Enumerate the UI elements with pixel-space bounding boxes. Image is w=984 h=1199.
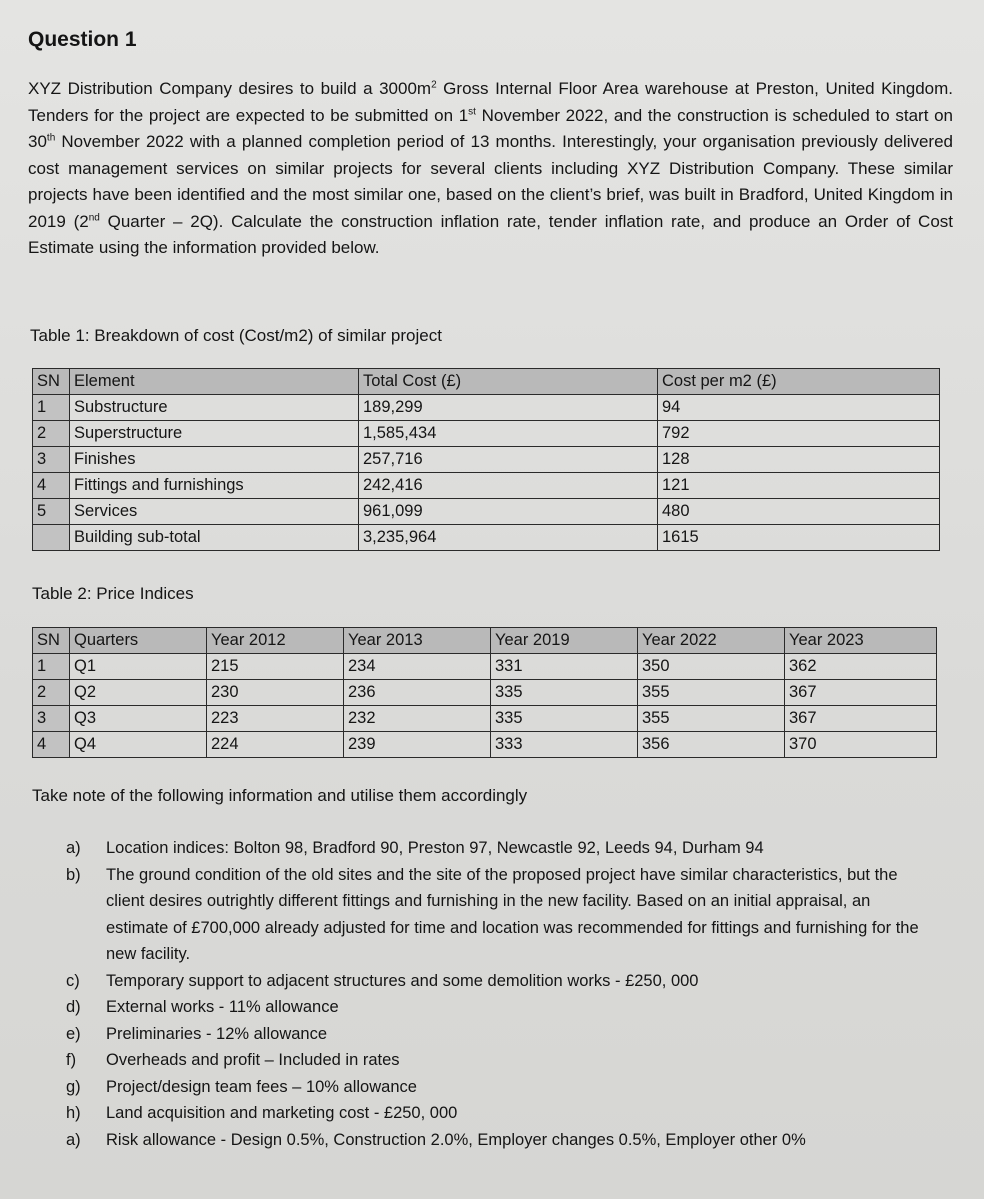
cell: 223 [207, 706, 344, 732]
cell: 257,716 [359, 447, 658, 473]
cell: 232 [344, 706, 491, 732]
cell: Q3 [70, 706, 207, 732]
cell: 1,585,434 [359, 421, 658, 447]
header-cell: Year 2022 [638, 628, 785, 654]
cell: 4 [33, 473, 70, 499]
cell: 242,416 [359, 473, 658, 499]
cell: 5 [33, 499, 70, 525]
cell: 224 [207, 732, 344, 758]
cell: 355 [638, 706, 785, 732]
table-row [33, 654, 937, 680]
header-cell: Element [70, 369, 359, 395]
cell: 335 [491, 680, 638, 706]
list-item: a) Location indices: Bolton 98, Bradford 90, Preston 97, Newcastle 92, Leeds 94, Durham 94 [66, 839, 764, 857]
table-row-subtotal [33, 525, 940, 551]
cell: Q2 [70, 680, 207, 706]
cell: 1615 [658, 525, 940, 551]
table-row [33, 447, 940, 473]
cell: 4 [33, 732, 70, 758]
table1-caption: Table 1: Breakdown of cost (Cost/m2) of similar project [30, 326, 442, 345]
table-row [33, 421, 940, 447]
question-paragraph: XYZ Distribution Company desires to build a $3000m^2$ Gross Internal Floor Area warehouse at Preston, United Kingdom. Tenders for the project are expected to be submitted on 1st November 2022, and the construction is scheduled to start on 30th November 2022 with a planned completion period of 13 months. Interestingly, your organisation previously delivered cost management services on similar projects for several clients including XYZ Distribution Company. These similar projects have been identified and the most similar one, based on the client’s brief, was built in Bradford, United Kingdom in 2019 (2nd Quarter – 2Q). Calculate the construction inflation rate, tender inflation rate, and produce an Order of Cost Estimate using the information provided below. [28, 79, 953, 257]
cell: 961,099 [359, 499, 658, 525]
notes-list [66, 835, 926, 1153]
cell [33, 525, 70, 551]
cell: 128 [658, 447, 940, 473]
cell: 362 [785, 654, 937, 680]
cell: 215 [207, 654, 344, 680]
cell: Q1 [70, 654, 207, 680]
table-header-row [33, 369, 940, 395]
cell: 2 [33, 680, 70, 706]
cell: 356 [638, 732, 785, 758]
list-item: b) The ground condition of the old sites and the site of the proposed project have similar characteristics, but the client desires outrightly different fittings and furnishing in the new facility. Based on an initial appraisal, an estimate of £700,000 already adjusted for time and location was recommended for fittings and furnishing for the new facility. [66, 865, 919, 963]
header-cell: Cost per m2 (£) [658, 369, 940, 395]
cell: Substructure [70, 395, 359, 421]
list-item: d) External works - 11% allowance [66, 998, 339, 1016]
header-cell: Year 2012 [207, 628, 344, 654]
header-cell: SN [33, 369, 70, 395]
cell: Services [70, 499, 359, 525]
list-item: h) Land acquisition and marketing cost - £250, 000 [66, 1104, 458, 1122]
header-cell: Total Cost (£) [359, 369, 658, 395]
price-indices-table [32, 627, 937, 758]
list-item: c) Temporary support to adjacent structures and some demolition works - £250, 000 [66, 971, 699, 990]
cell: Superstructure [70, 421, 359, 447]
table-row [33, 680, 937, 706]
cell: 3,235,964 [359, 525, 658, 551]
cell: 350 [638, 654, 785, 680]
list-item: f) Overheads and profit – Included in rates [66, 1051, 400, 1069]
table-header-row [33, 628, 937, 654]
table2-caption: Table 2: Price Indices [32, 584, 194, 603]
header-cell: Year 2013 [344, 628, 491, 654]
cell: 1 [33, 654, 70, 680]
cost-breakdown-table [32, 368, 940, 551]
cell: 94 [658, 395, 940, 421]
list-item: a) Risk allowance - Design 0.5%, Construction 2.0%, Employer changes 0.5%, Employer other 0% [66, 1130, 806, 1149]
table-row [33, 706, 937, 732]
header-cell: Quarters [70, 628, 207, 654]
cell: 370 [785, 732, 937, 758]
cell: 1 [33, 395, 70, 421]
cell: Building sub-total [70, 525, 359, 551]
cell: 230 [207, 680, 344, 706]
header-cell: Year 2023 [785, 628, 937, 654]
cell: 331 [491, 654, 638, 680]
list-item: e) Preliminaries - 12% allowance [66, 1024, 328, 1043]
question-title: Question 1 [28, 28, 137, 51]
list-item: g) Project/design team fees – 10% allowance [66, 1077, 417, 1096]
cell: 3 [33, 447, 70, 473]
cell: 480 [658, 499, 940, 525]
header-cell: SN [33, 628, 70, 654]
cell: 335 [491, 706, 638, 732]
notes-lead: Take note of the following information and utilise them accordingly [32, 786, 528, 805]
cell: Finishes [70, 447, 359, 473]
table-row [33, 499, 940, 525]
header-cell: Year 2019 [491, 628, 638, 654]
cell: 3 [33, 706, 70, 732]
cell: 239 [344, 732, 491, 758]
table-row [33, 473, 940, 499]
cell: Q4 [70, 732, 207, 758]
cell: 121 [658, 473, 940, 499]
cell: 236 [344, 680, 491, 706]
cell: Fittings and furnishings [70, 473, 359, 499]
cell: 355 [638, 680, 785, 706]
table-row [33, 395, 940, 421]
cell: 234 [344, 654, 491, 680]
cell: 367 [785, 680, 937, 706]
cell: 189,299 [359, 395, 658, 421]
table-row [33, 732, 937, 758]
cell: 2 [33, 421, 70, 447]
cell: 333 [491, 732, 638, 758]
cell: 792 [658, 421, 940, 447]
cell: 367 [785, 706, 937, 732]
